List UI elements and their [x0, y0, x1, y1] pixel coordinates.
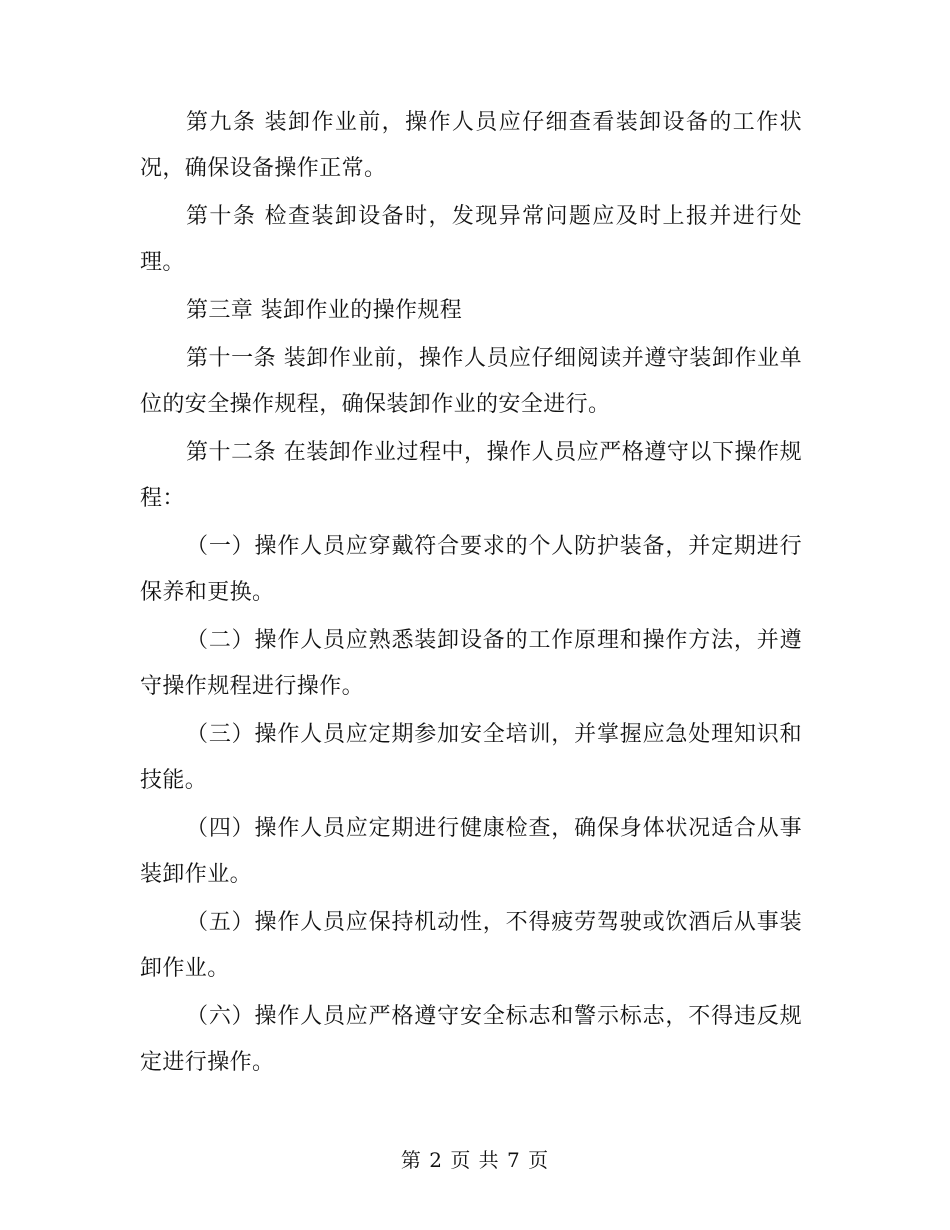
- clause-5: （五）操作人员应保持机动性，不得疲劳驾驶或饮酒后从事装卸作业。: [140, 910, 802, 981]
- document-body: [140, 100, 802, 1088]
- clause-1: （一）操作人员应穿戴符合要求的个人防护装备，并定期进行保养和更换。: [140, 534, 802, 605]
- article-9: 第九条 装卸作业前，操作人员应仔细查看装卸设备的工作状况，确保设备操作正常。: [140, 110, 802, 181]
- article-12: 第十二条 在装卸作业过程中，操作人员应严格遵守以下操作规程：: [140, 440, 802, 511]
- clause-3: （三）操作人员应定期参加安全培训，并掌握应急处理知识和技能。: [140, 722, 802, 793]
- article-10: 第十条 检查装卸设备时，发现异常问题应及时上报并进行处理。: [140, 204, 802, 275]
- page-number-footer: 第 2 页 共 7 页: [400, 1148, 550, 1172]
- clause-4: （四）操作人员应定期进行健康检查，确保身体状况适合从事装卸作业。: [140, 816, 802, 887]
- chapter-3-heading: 第三章 装卸作业的操作规程: [186, 298, 463, 323]
- clause-6: （六）操作人员应严格遵守安全标志和警示标志，不得违反规定进行操作。: [140, 1004, 802, 1075]
- article-11: 第十一条 装卸作业前，操作人员应仔细阅读并遵守装卸作业单位的安全操作规程，确保装卸作业的安全进行。: [140, 346, 802, 417]
- clause-2: （二）操作人员应熟悉装卸设备的工作原理和操作方法，并遵守操作规程进行操作。: [140, 628, 802, 699]
